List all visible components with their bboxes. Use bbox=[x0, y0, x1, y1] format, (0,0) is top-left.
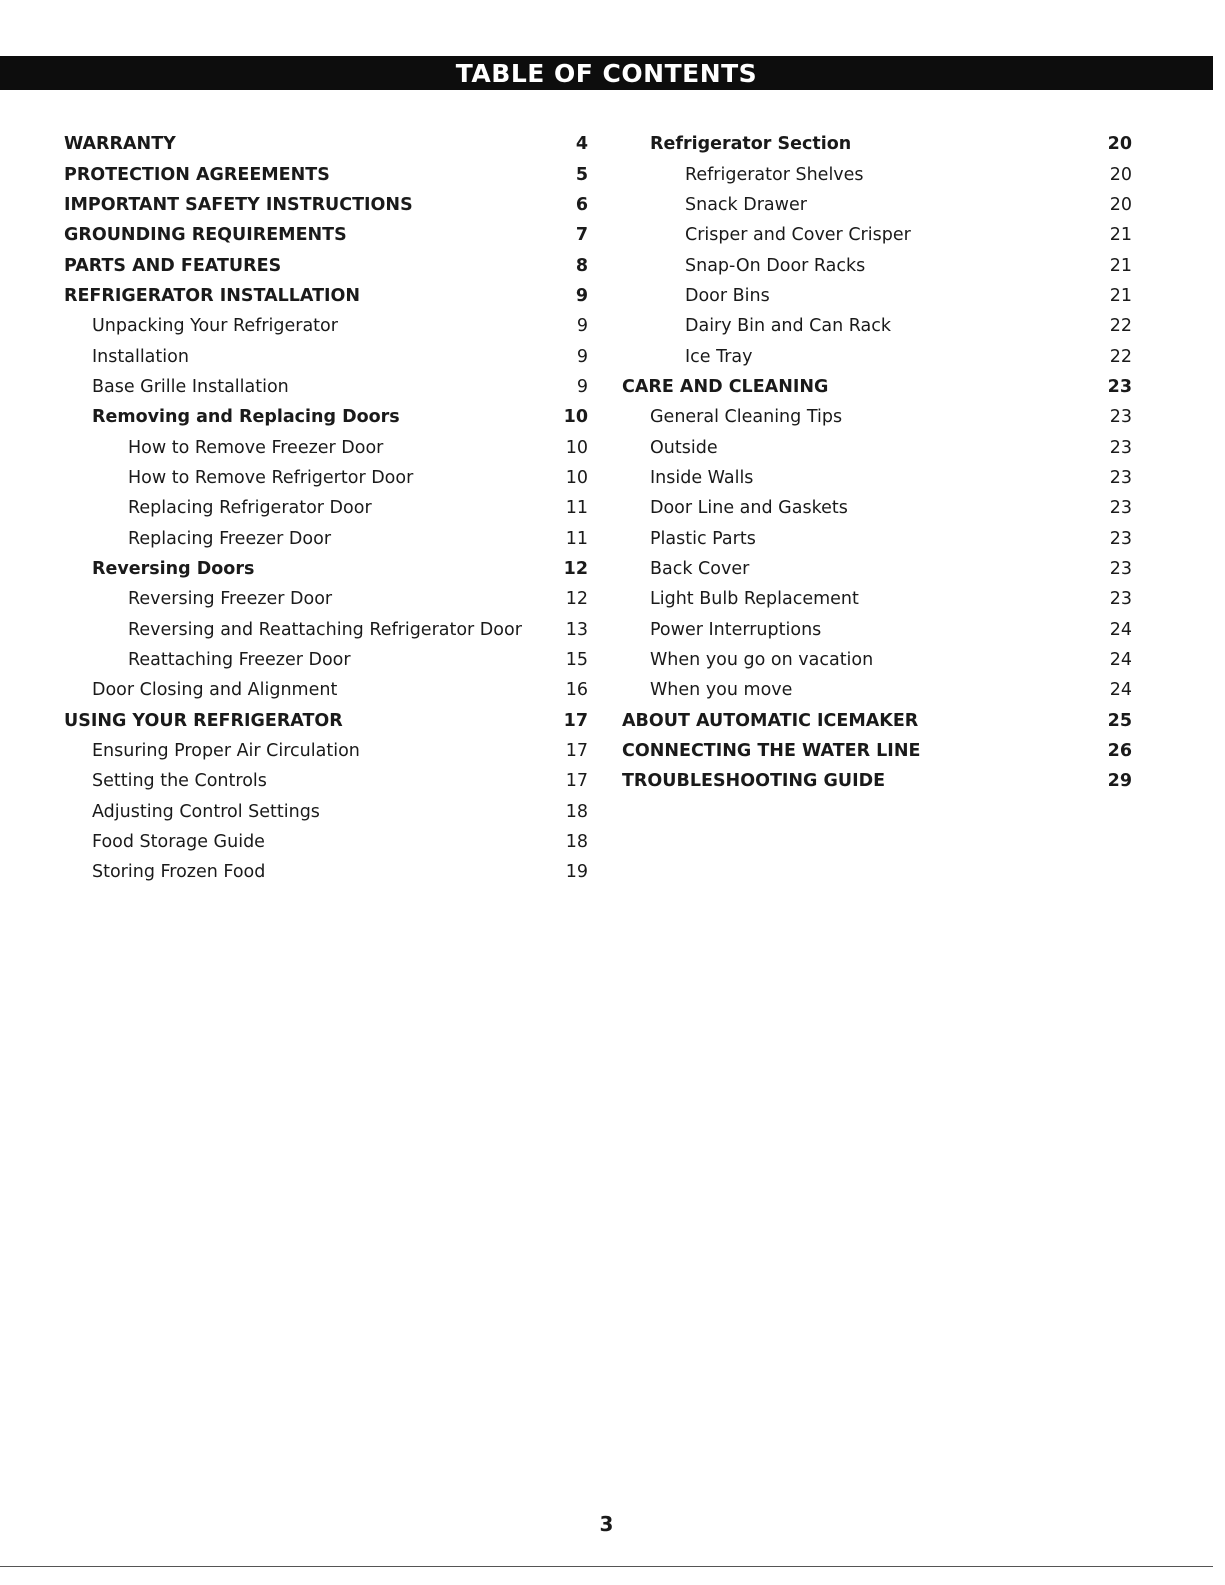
toc-entry[interactable] bbox=[64, 554, 588, 584]
toc-entry-label: Door Bins bbox=[685, 285, 770, 306]
toc-entry-label: Setting the Controls bbox=[92, 771, 267, 792]
toc-entry-page: 17 bbox=[565, 741, 588, 762]
toc-entry-label: GROUNDING REQUIREMENTS bbox=[64, 225, 347, 246]
toc-entry[interactable] bbox=[64, 797, 588, 827]
toc-entry-page: 20 bbox=[1107, 134, 1132, 155]
toc-entry-label: Unpacking Your Refrigerator bbox=[92, 316, 338, 337]
toc-entry-page: 23 bbox=[1109, 467, 1132, 488]
toc-entry[interactable] bbox=[64, 675, 588, 705]
toc-entry[interactable] bbox=[622, 220, 1132, 250]
toc-entry-label: Refrigerator Shelves bbox=[685, 164, 864, 185]
toc-entry-page: 17 bbox=[563, 710, 588, 731]
toc-entry[interactable] bbox=[64, 432, 588, 462]
toc-entry-label: Refrigerator Section bbox=[650, 134, 852, 155]
toc-entry[interactable] bbox=[622, 554, 1132, 584]
toc-entry[interactable] bbox=[64, 372, 588, 402]
toc-entry[interactable] bbox=[64, 341, 588, 371]
toc-entry-label: WARRANTY bbox=[64, 134, 176, 155]
toc-entry-page: 9 bbox=[576, 346, 588, 367]
toc-entry-page: 12 bbox=[565, 589, 588, 610]
toc-entry-page: 22 bbox=[1109, 316, 1132, 337]
toc-entry-page: 24 bbox=[1109, 680, 1132, 701]
page-number: 3 bbox=[599, 1512, 614, 1536]
toc-entry-page: 13 bbox=[565, 619, 588, 640]
toc-entry-label: How to Remove Freezer Door bbox=[128, 437, 384, 458]
toc-entry[interactable] bbox=[622, 129, 1132, 159]
toc-entry-page: 24 bbox=[1109, 650, 1132, 671]
toc-entry-label: IMPORTANT SAFETY INSTRUCTIONS bbox=[64, 194, 413, 215]
toc-entry[interactable] bbox=[622, 523, 1132, 553]
toc-entry-page: 6 bbox=[575, 194, 588, 215]
toc-entry-page: 7 bbox=[575, 225, 588, 246]
toc-entry-page: 22 bbox=[1109, 346, 1132, 367]
toc-entry[interactable] bbox=[64, 493, 588, 523]
toc-entry-label: Removing and Replacing Doors bbox=[92, 407, 400, 428]
toc-entry[interactable] bbox=[64, 129, 588, 159]
toc-entry-page: 20 bbox=[1109, 164, 1132, 185]
toc-entry[interactable] bbox=[64, 645, 588, 675]
toc-entry-label: Ice Tray bbox=[685, 346, 753, 367]
toc-entry-label: Reattaching Freezer Door bbox=[128, 650, 351, 671]
toc-entry[interactable] bbox=[64, 766, 588, 796]
toc-entry[interactable] bbox=[622, 432, 1132, 462]
toc-entry-page: 4 bbox=[575, 134, 588, 155]
toc-entry[interactable] bbox=[64, 190, 588, 220]
toc-entry-page: 23 bbox=[1109, 528, 1132, 549]
toc-entry-label: Reversing Freezer Door bbox=[128, 589, 333, 610]
toc-entry[interactable] bbox=[622, 159, 1132, 189]
toc-entry[interactable] bbox=[64, 159, 588, 189]
toc-entry-label: ABOUT AUTOMATIC ICEMAKER bbox=[622, 710, 919, 731]
toc-entry-label: When you go on vacation bbox=[650, 650, 874, 671]
toc-entry[interactable] bbox=[622, 281, 1132, 311]
toc-entry-label: Plastic Parts bbox=[650, 528, 756, 549]
toc-entry[interactable] bbox=[64, 857, 588, 887]
toc-entry-page: 23 bbox=[1109, 437, 1132, 458]
toc-entry[interactable] bbox=[64, 220, 588, 250]
toc-entry-label: USING YOUR REFRIGERATOR bbox=[64, 710, 343, 731]
toc-entry-page: 23 bbox=[1109, 498, 1132, 519]
toc-entry-label: How to Remove Refrigertor Door bbox=[128, 467, 414, 488]
toc-entry[interactable] bbox=[64, 827, 588, 857]
toc-entry-page: 15 bbox=[565, 650, 588, 671]
toc-entry-page: 21 bbox=[1109, 225, 1132, 246]
toc-entry-label: Outside bbox=[650, 437, 718, 458]
toc-entry-page: 11 bbox=[565, 528, 588, 549]
toc-entry-page: 8 bbox=[575, 255, 588, 276]
toc-entry-label: Installation bbox=[92, 346, 189, 367]
toc-entry-label: Snap-On Door Racks bbox=[685, 255, 866, 276]
toc-entry-page: 9 bbox=[575, 285, 588, 306]
toc-entry[interactable] bbox=[622, 190, 1132, 220]
toc-entry[interactable] bbox=[622, 311, 1132, 341]
toc-entry-page: 17 bbox=[565, 771, 588, 792]
toc-entry-label: Replacing Freezer Door bbox=[128, 528, 332, 549]
toc-entry-label: Reversing and Reattaching Refrigerator Door bbox=[128, 619, 522, 640]
toc-entry-page: 11 bbox=[565, 498, 588, 519]
toc-entry-page: 10 bbox=[565, 467, 588, 488]
toc-entry-label: When you move bbox=[650, 680, 793, 701]
toc-entry-page: 21 bbox=[1109, 285, 1132, 306]
toc-entry[interactable] bbox=[622, 645, 1132, 675]
toc-entry[interactable] bbox=[622, 584, 1132, 614]
toc-entry-page: 9 bbox=[576, 376, 588, 397]
toc-entry[interactable] bbox=[64, 523, 588, 553]
toc-entry-label: Dairy Bin and Can Rack bbox=[685, 316, 892, 337]
toc-entry-label: Base Grille Installation bbox=[92, 376, 289, 397]
toc-entry[interactable] bbox=[622, 402, 1132, 432]
toc-entry-page: 24 bbox=[1109, 619, 1132, 640]
toc-entry-label: REFRIGERATOR INSTALLATION bbox=[64, 285, 361, 306]
toc-entry-page: 19 bbox=[565, 862, 588, 883]
toc-entry-label: CARE AND CLEANING bbox=[622, 376, 829, 397]
toc-entry[interactable] bbox=[622, 250, 1132, 280]
toc-entry-label: Inside Walls bbox=[650, 467, 754, 488]
toc-entry[interactable] bbox=[64, 250, 588, 280]
toc-entry-page: 21 bbox=[1109, 255, 1132, 276]
toc-entry-label: Power Interruptions bbox=[650, 619, 822, 640]
toc-entry[interactable] bbox=[64, 736, 588, 766]
toc-entry[interactable] bbox=[64, 584, 588, 614]
toc-entry-page: 23 bbox=[1107, 376, 1132, 397]
toc-entry-label: Snack Drawer bbox=[685, 194, 807, 215]
toc-entry[interactable] bbox=[64, 281, 588, 311]
toc-entry-label: Door Closing and Alignment bbox=[92, 680, 338, 701]
toc-entry-page: 10 bbox=[565, 437, 588, 458]
toc-entry-page: 10 bbox=[563, 407, 588, 428]
toc-entry-label: TROUBLESHOOTING GUIDE bbox=[622, 771, 886, 792]
toc-entry-label: Reversing Doors bbox=[92, 558, 255, 579]
toc-entry[interactable] bbox=[622, 766, 1132, 796]
toc-entry-label: PROTECTION AGREEMENTS bbox=[64, 164, 330, 185]
toc-entry-label: Ensuring Proper Air Circulation bbox=[92, 741, 360, 762]
toc-entry[interactable] bbox=[622, 675, 1132, 705]
toc-entry-page: 9 bbox=[576, 316, 588, 337]
toc-entry-page: 25 bbox=[1107, 710, 1132, 731]
toc-entry-page: 18 bbox=[565, 832, 588, 853]
toc-entry[interactable] bbox=[622, 372, 1132, 402]
toc-entry-page: 18 bbox=[565, 801, 588, 822]
toc-entry-page: 23 bbox=[1109, 558, 1132, 579]
toc-entry-page: 12 bbox=[563, 558, 588, 579]
toc-entry-label: Replacing Refrigerator Door bbox=[128, 498, 372, 519]
toc-entry[interactable] bbox=[622, 493, 1132, 523]
page-title: TABLE OF CONTENTS bbox=[455, 58, 758, 88]
toc-right-column bbox=[622, 129, 1132, 797]
toc-entry-label: Back Cover bbox=[650, 558, 750, 579]
toc-entry-page: 26 bbox=[1107, 741, 1132, 762]
toc-entry-label: General Cleaning Tips bbox=[650, 407, 843, 428]
toc-entry[interactable] bbox=[64, 311, 588, 341]
toc-entry-page: 5 bbox=[575, 164, 588, 185]
toc-entry[interactable] bbox=[622, 736, 1132, 766]
toc-entry-label: Crisper and Cover Crisper bbox=[685, 225, 911, 246]
toc-entry-label: CONNECTING THE WATER LINE bbox=[622, 741, 921, 762]
toc-entry[interactable] bbox=[622, 341, 1132, 371]
toc-entry-label: Adjusting Control Settings bbox=[92, 801, 320, 822]
toc-entry-page: 16 bbox=[565, 680, 588, 701]
toc-left-column bbox=[64, 129, 588, 888]
toc-entry[interactable] bbox=[622, 463, 1132, 493]
toc-entry[interactable] bbox=[64, 463, 588, 493]
toc-entry-label: Light Bulb Replacement bbox=[650, 589, 859, 610]
toc-entry-page: 29 bbox=[1107, 771, 1132, 792]
toc-entry[interactable] bbox=[622, 706, 1132, 736]
toc-entry-label: Door Line and Gaskets bbox=[650, 498, 848, 519]
toc-entry-label: Food Storage Guide bbox=[92, 832, 265, 853]
toc-title-bar bbox=[0, 56, 1213, 90]
toc-entry-label: Storing Frozen Food bbox=[92, 862, 266, 883]
toc-entry[interactable] bbox=[64, 615, 588, 645]
toc-entry-page: 20 bbox=[1109, 194, 1132, 215]
toc-entry-page: 23 bbox=[1109, 589, 1132, 610]
toc-entry[interactable] bbox=[622, 615, 1132, 645]
toc-entry-label: PARTS AND FEATURES bbox=[64, 255, 282, 276]
toc-entry[interactable] bbox=[64, 706, 588, 736]
bottom-divider bbox=[0, 1566, 1213, 1567]
toc-entry-page: 23 bbox=[1109, 407, 1132, 428]
toc-entry[interactable] bbox=[64, 402, 588, 432]
